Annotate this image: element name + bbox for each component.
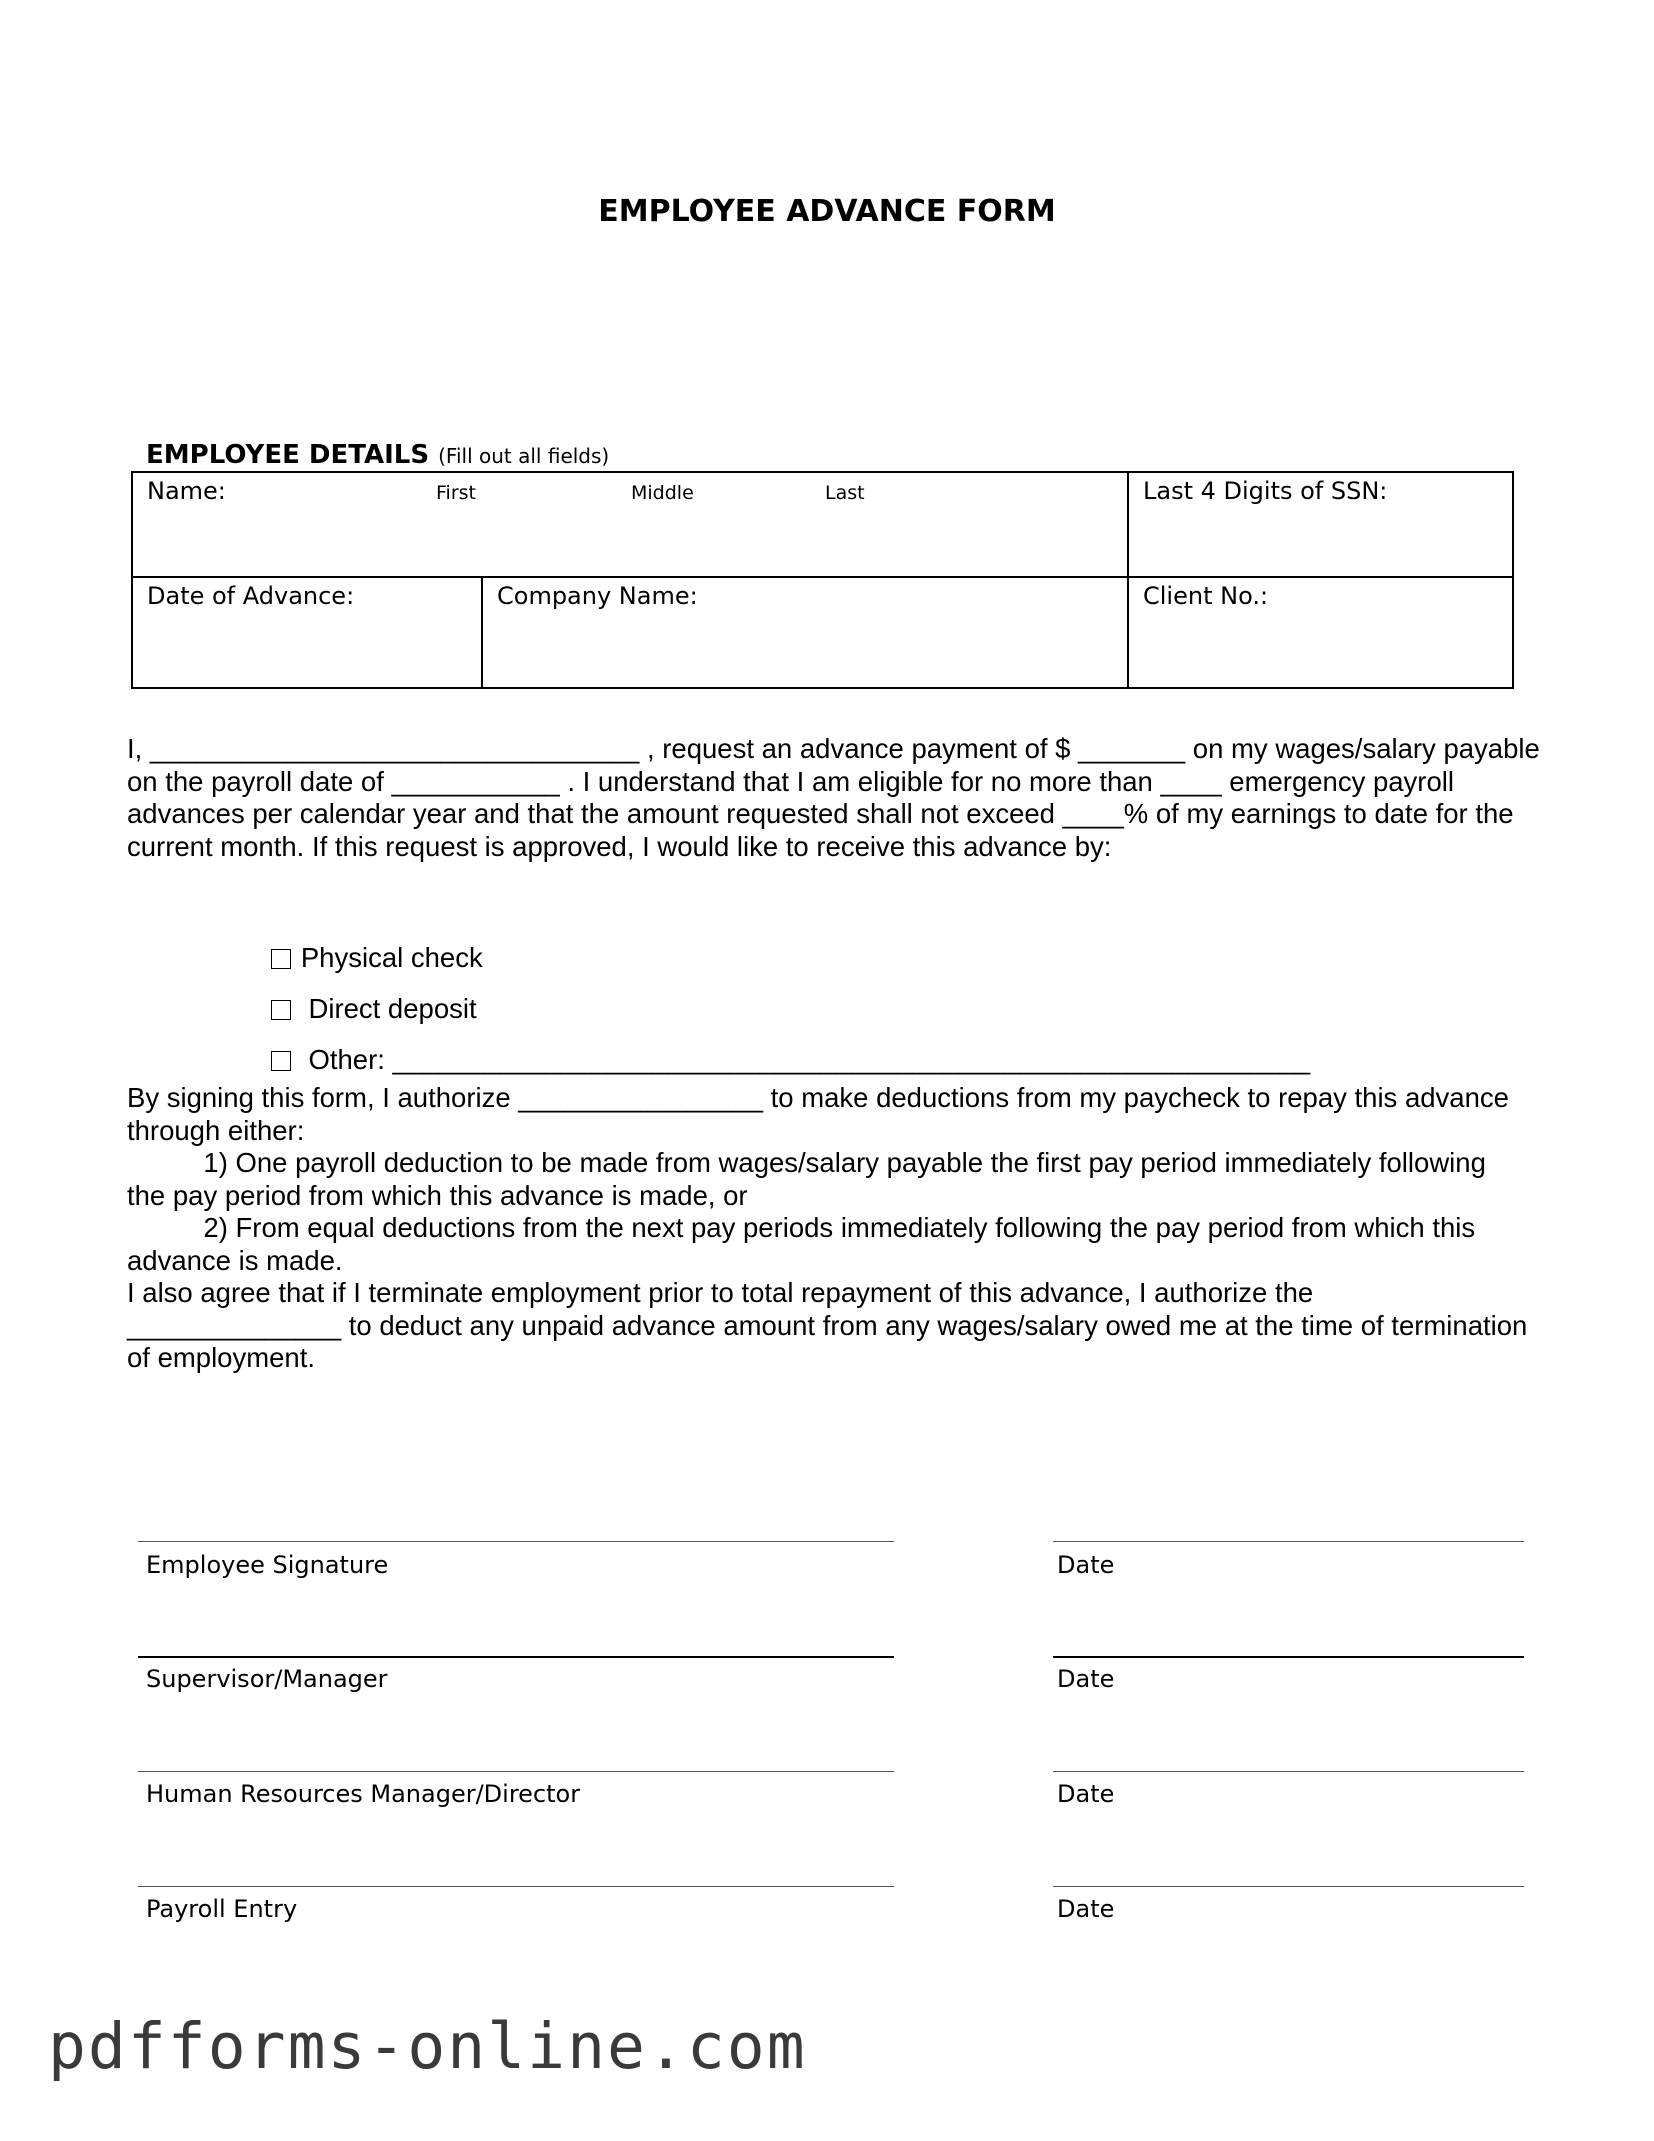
employee-details-note: (Fill out all fields) [438,444,610,468]
employee-details-table [131,471,1514,689]
employee-date-line[interactable] [1053,1541,1524,1542]
hr-date-line[interactable] [1053,1771,1524,1772]
form-title: EMPLOYEE ADVANCE FORM [598,194,1056,229]
auth-line-1: By signing this form, I authorize ________________ to make deductions from my paycheck to repay this advance [127,1082,1509,1113]
auth-line-5: 2) From equal deductions from the next pay periods immediately following the pay period from which this [127,1212,1476,1243]
request-line-1: I, ________________________________ , request an advance payment of $ _______ on my wages/salary payable [127,733,1540,764]
date-of-advance-cell[interactable] [131,576,483,689]
auth-line-9: of employment. [127,1342,316,1373]
auth-line-2: through either: [127,1114,305,1146]
request-line-3: advances per calendar year and that the amount requested shall not exceed ____% of my earnings to date for the [127,798,1514,830]
hr-signature-line[interactable] [138,1771,894,1772]
employee-details-heading [146,440,609,470]
auth-line-7: I also agree that if I terminate employment prior to total repayment of this advance, I authorize the [127,1277,1314,1308]
site-watermark: pdfforms-online.com [48,2010,807,2083]
request-line-2: on the payroll date of ___________ . I understand that I am eligible for no more than ____ emergency payroll [127,765,1454,797]
client-no-label: Client No.: [1143,582,1269,610]
employee-details-heading-text: EMPLOYEE DETAILS [146,440,430,470]
supervisor-signature-label: Supervisor/Manager [146,1665,388,1693]
auth-line-3: 1) One payroll deduction to be made from wages/salary payable the first pay period immediately following [127,1147,1486,1178]
employee-signature-label: Employee Signature [146,1551,389,1579]
company-name-label: Company Name: [497,582,698,610]
payroll-entry-line[interactable] [138,1886,894,1887]
middle-name-label: Middle [631,482,694,504]
request-line-4: current month. If this request is approved, I would like to receive this advance by: [127,831,1112,863]
supervisor-date-line[interactable] [1053,1656,1524,1658]
payroll-date-line[interactable] [1053,1886,1524,1887]
checkbox-icon[interactable] [271,1051,291,1071]
date-of-advance-label: Date of Advance: [147,582,355,610]
payroll-entry-label: Payroll Entry [146,1895,298,1923]
company-name-cell[interactable] [481,576,1129,689]
option-label: Physical check [300,942,483,973]
last-name-label: Last [825,482,865,504]
hr-signature-label: Human Resources Manager/Director [146,1780,581,1808]
auth-line-8: ______________ to deduct any unpaid advance amount from any wages/salary owed me at the time of termination [127,1309,1528,1341]
option-label: Direct deposit [300,993,477,1024]
employee-signature-line[interactable] [138,1541,894,1542]
supervisor-signature-line[interactable] [138,1656,894,1658]
auth-line-4: the pay period from which this advance is made, or [127,1179,748,1211]
employee-date-label: Date [1057,1551,1115,1579]
auth-line-6: advance is made. [127,1244,343,1276]
option-label: Other: ____________________________________________________________ [300,1044,1311,1075]
ssn-cell[interactable] [1127,471,1514,578]
ssn-label: Last 4 Digits of SSN: [1143,477,1388,505]
client-no-cell[interactable] [1127,576,1514,689]
supervisor-date-label: Date [1057,1665,1115,1693]
first-name-label: First [436,482,476,504]
name-cell[interactable] [131,471,1129,578]
payroll-date-label: Date [1057,1895,1115,1923]
name-label: Name: [147,477,226,505]
hr-date-label: Date [1057,1780,1115,1808]
